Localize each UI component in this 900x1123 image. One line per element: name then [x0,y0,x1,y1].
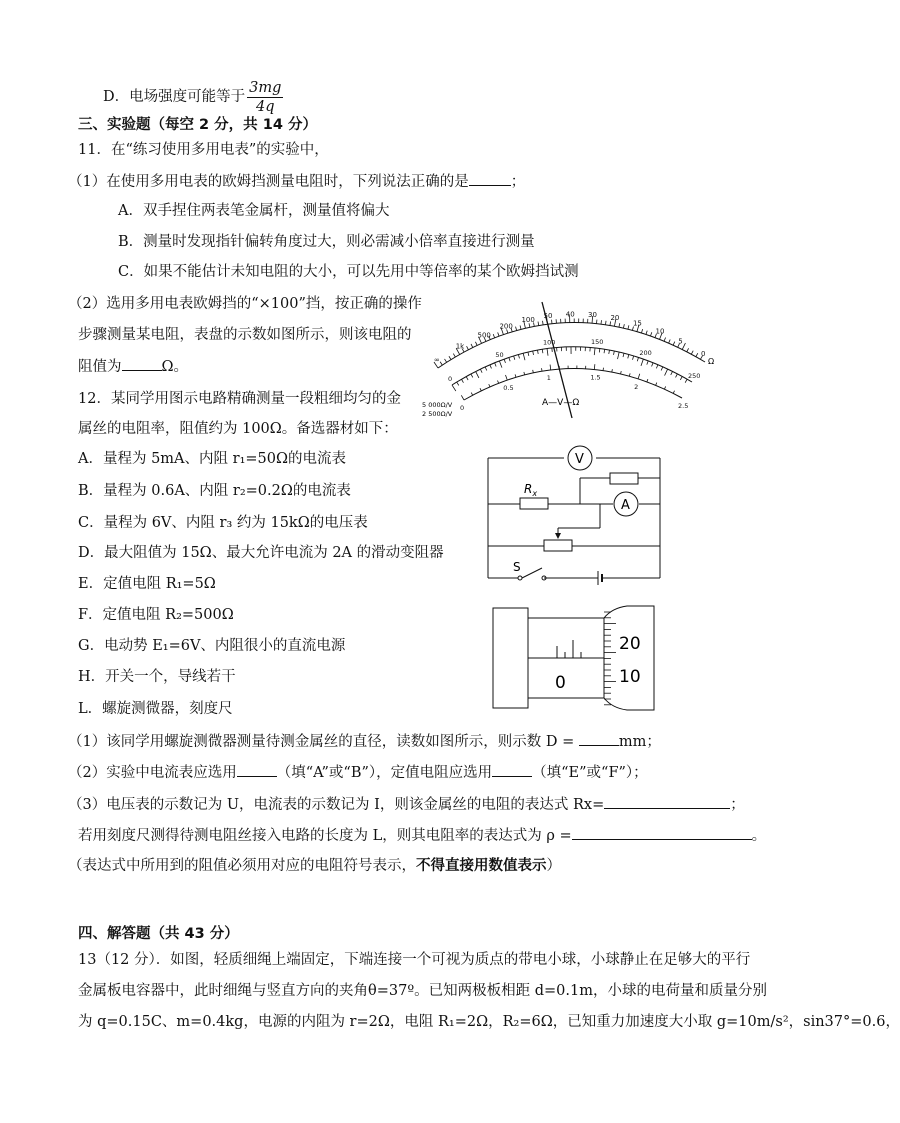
scale-tick [664,386,665,389]
q11-part2-line3 [78,356,188,377]
ammeter-label: A [621,498,630,513]
scale-tick [612,369,613,372]
answer-blank[interactable] [469,171,511,186]
scale-tick [537,350,538,354]
q12-item-f: F．定值电阻 R₂=500Ω [78,607,234,623]
scale-tick [609,350,610,354]
scale-tick [641,359,643,366]
scale-label: 1.5 [590,373,601,382]
scale-label: 2 [634,382,639,391]
scale-tick [471,374,473,378]
scale-tick [514,356,515,360]
sensitivity-note-2: 2 500Ω/V [422,410,453,418]
q12-item-g: G．电动势 E₁=6V、内阻很小的直流电源 [78,638,346,654]
scale-label: 200 [499,322,513,331]
text: 。 [751,828,767,844]
text: （填“A”或“B”），定值电阻应选用 [276,765,493,781]
scale-tick [533,370,534,373]
q13-line3: 为 q=0.15C、m=0.4kg，电源的内阻为 r=2Ω，电阻 R₁=2Ω，R₂=6Ω，已知重力加速度大小取 g=10m/s²，sin37°=0.6， [78,1014,900,1030]
q11-option-b: B．测量时发现指针偏转角度过大，则必需减小倍率直接进行测量 [118,234,535,250]
scale-tick [594,364,595,369]
bold-text: 不得直接用数值表示 [416,858,547,874]
scale-label: 100 [543,338,556,347]
dial-bottom-label: A—V—Ω [542,398,580,408]
scale-tick [623,324,624,328]
text: （表达式中所用到的阻值必须用对应的电阻符号表示， [68,858,416,874]
scale-label: 150 [591,337,604,346]
q11-part2-line2: 步骤测量某电阻，表盘的示数如图所示，则该电阻的 [78,327,412,343]
thimble-label-10: 10 [619,667,641,687]
scale-label: 2.5 [678,402,689,410]
q12-sub2 [68,762,648,783]
scale-tick [498,332,499,336]
scale-tick [461,379,463,382]
scale-tick [604,349,605,353]
q13-line2: 金属板电容器中，此时细绳与竖直方向的夹角θ=37º。已知两极板相距 d=0.1m，小球的电荷量和质量分别 [78,983,767,999]
text: 若用刻度尺测得待测电阻丝接入电路的长度为 L，则其电阻率的表达式为 ρ = [78,828,572,844]
q11-part1 [68,171,525,192]
answer-blank[interactable] [572,825,752,840]
multimeter-dial-figure [420,290,720,425]
scale-label: 5 [678,337,683,346]
scale-tick [542,349,543,353]
scale-tick [647,361,648,365]
scale-tick [633,356,634,360]
scale-tick [471,393,472,396]
thimble-label-20: 20 [619,634,641,654]
q11-part2-line1: （2）选用多用电表欧姆挡的“×100”挡，按正确的操作 [68,296,422,312]
scale-label: 20 [610,314,620,323]
rx-resistor [520,498,548,509]
micrometer-figure [492,598,657,718]
scale-label: 0 [701,350,706,358]
scale-label: 200 [639,349,652,358]
q11-part1-text: （1）在使用多用电表的欧姆挡测量电阻时，下列说法正确的是 [68,174,469,190]
scale-tick [518,355,519,359]
q12-item-d: D．最大阻值为 15Ω、最大允许电流为 2A 的滑动变阻器 [78,545,444,561]
scale-tick [680,376,682,380]
q11-stem: 11．在“练习使用多用电表”的实验中， [78,142,329,158]
scale-tick [490,365,492,369]
scale-label: 50 [543,312,553,321]
scale-tick [691,351,693,355]
text: mm； [618,734,661,750]
scale-tick [628,325,629,329]
scale-tick [533,351,534,355]
scale-tick [489,384,490,387]
dc-scale-arc [452,347,692,385]
scale-tick [669,339,671,343]
text: （填“E”或“F”）； [532,765,648,781]
scale-tick [619,323,620,327]
sensitivity-note-1: 5 000Ω/V [422,401,453,409]
q12-item-e: E．定值电阻 R₁=5Ω [78,576,216,592]
q11-option-c: C．如果不能估计未知电阻的大小，可以先用中等倍率的某个欧姆挡试测 [118,264,579,280]
scale-tick [538,322,539,326]
answer-blank[interactable] [492,762,532,777]
scale-tick [637,357,638,361]
answer-blank[interactable] [122,356,162,371]
scale-label: 1 [546,373,551,382]
scale-tick [480,388,481,391]
scale-tick [485,367,487,371]
voltmeter-label: V [575,452,584,467]
scale-tick [664,338,666,342]
q12-item-a: A．量程为 5mA、内阻 r₁=50Ω的电流表 [78,451,347,467]
fixed-resistor [610,473,638,484]
option-d-text: D．电场强度可能等于 [103,89,246,105]
switch-label: S [513,560,521,574]
scale-tick [696,353,698,356]
scale-tick [641,329,642,333]
option-d [103,75,283,119]
scale-tick [495,363,497,367]
scale-tick [452,385,456,391]
scale-tick [516,327,517,331]
scale-tick [461,395,464,400]
scale-tick [628,354,629,358]
sleeve-label-0: 0 [555,673,566,693]
q12-line2: 属丝的电阻率，阻值约为 100Ω。备选器材如下： [78,421,398,437]
scale-tick [665,369,668,376]
text: （1）该同学用螺旋测微器测量待测金属丝的直径，读数如图所示，则示数 D = [68,734,575,750]
scale-tick [685,379,687,382]
scale-tick [471,344,473,348]
scale-tick [523,353,525,360]
scale-label: 1k [455,342,465,351]
scale-tick [445,359,447,362]
scale-tick [605,321,606,325]
q13-line1: 13（12 分）．如图，轻质细绳上端固定，下端连接一个可视为质点的带电小球，小球静止在足够大的平行 [78,952,751,968]
scale-label: 10 [655,327,665,336]
scale-tick [466,377,468,380]
q11-option-a: A．双手捏住两表笔金属杆，测量值将偏大 [118,203,390,219]
q12-item-h: H．开关一个，导线若干 [78,669,236,685]
section-3-title: 三、实验题（每空 2 分，共 14 分） [78,117,317,133]
scale-tick [656,365,658,369]
scale-label: 0.5 [503,384,514,393]
scale-tick [671,371,673,375]
scale-tick [621,371,622,374]
answer-blank[interactable] [604,794,730,809]
scale-tick [614,351,615,355]
text: Ω。 [161,359,189,375]
scale-label: 40 [565,310,575,319]
scale-label: 0 [460,404,465,412]
punct: ； [510,174,526,190]
scale-tick [676,374,678,378]
scale-label: 250 [688,372,701,380]
scale-tick [673,342,675,346]
fraction-denominator: 4q [256,98,275,115]
scale-tick [682,343,685,349]
scale-label: 500 [477,331,491,340]
scale-tick [550,365,551,370]
scale-tick [594,348,595,355]
scale-tick [499,361,502,368]
fraction-numerator: 3mg [249,79,282,96]
scale-tick [656,383,657,386]
scale-tick [476,371,479,377]
scale-tick [515,374,516,377]
scale-tick [618,352,620,359]
scale-tick [638,374,640,379]
text: （2）实验中电流表应选用 [68,765,237,781]
scale-tick [457,382,459,385]
q12-note [68,856,561,876]
answer-blank[interactable] [237,762,277,777]
q12-sub3 [68,794,745,815]
scale-tick [498,380,499,383]
scale-tick [475,342,477,346]
scale-tick [504,359,505,363]
section-4-title: 四、解答题（共 43 分） [78,926,239,942]
scale-tick [509,357,510,361]
scale-tick [440,362,442,365]
scale-label: 50 [495,350,504,359]
scale-label: 100 [521,316,535,325]
q12-line1: 12．某同学用图示电路精确测量一段粗细均匀的金 [78,391,401,407]
scale-label: 30 [588,311,597,320]
scale-tick [547,349,548,356]
scale-tick [646,331,647,335]
scale-tick [493,334,494,338]
scale-tick [673,391,674,394]
dc-scale-labels [448,338,700,383]
scale-tick [661,367,663,371]
ac-scale-arc [464,368,682,400]
scale-tick [506,375,508,380]
scale-label: 0 [448,375,453,383]
scale-tick [599,349,600,353]
scale-tick [623,353,624,357]
scale-tick [528,352,529,356]
q12-sub4 [78,825,766,846]
ohm-unit-label: Ω [708,357,715,366]
rx-label: $R_x$ [524,482,538,498]
scale-tick [449,356,451,359]
text: （3）电压表的示数记为 U，电流表的示数记为 I，则该金属丝的电阻的表达式 Rx= [68,797,605,813]
text: 阻值为 [78,359,122,375]
scale-tick [480,369,482,373]
scale-tick [652,363,653,367]
rheostat [544,540,572,551]
scale-tick [647,379,648,382]
scale-tick [467,346,469,350]
answer-blank[interactable] [579,731,619,746]
q12-sub1 [68,731,661,752]
scale-label: ∞ [434,356,440,364]
q12-item-c: C．量程为 6V、内阻 r₃ 约为 15kΩ的电压表 [78,515,368,531]
scale-label: 15 [632,319,642,328]
scale-tick [543,321,544,325]
text: ； [730,797,745,813]
scale-tick [524,372,525,375]
scale-tick [687,348,689,352]
q12-item-l: L．螺旋测微器，刻度尺 [78,701,233,717]
scale-tick [650,332,651,336]
fraction [247,79,283,116]
circuit-diagram [480,440,670,585]
scale-tick [453,354,455,357]
scale-tick [629,373,630,376]
text: ） [546,858,561,874]
scale-tick [520,325,521,329]
q12-item-b: B．量程为 0.6A、内阻 r₂=0.2Ω的电流表 [78,483,351,499]
